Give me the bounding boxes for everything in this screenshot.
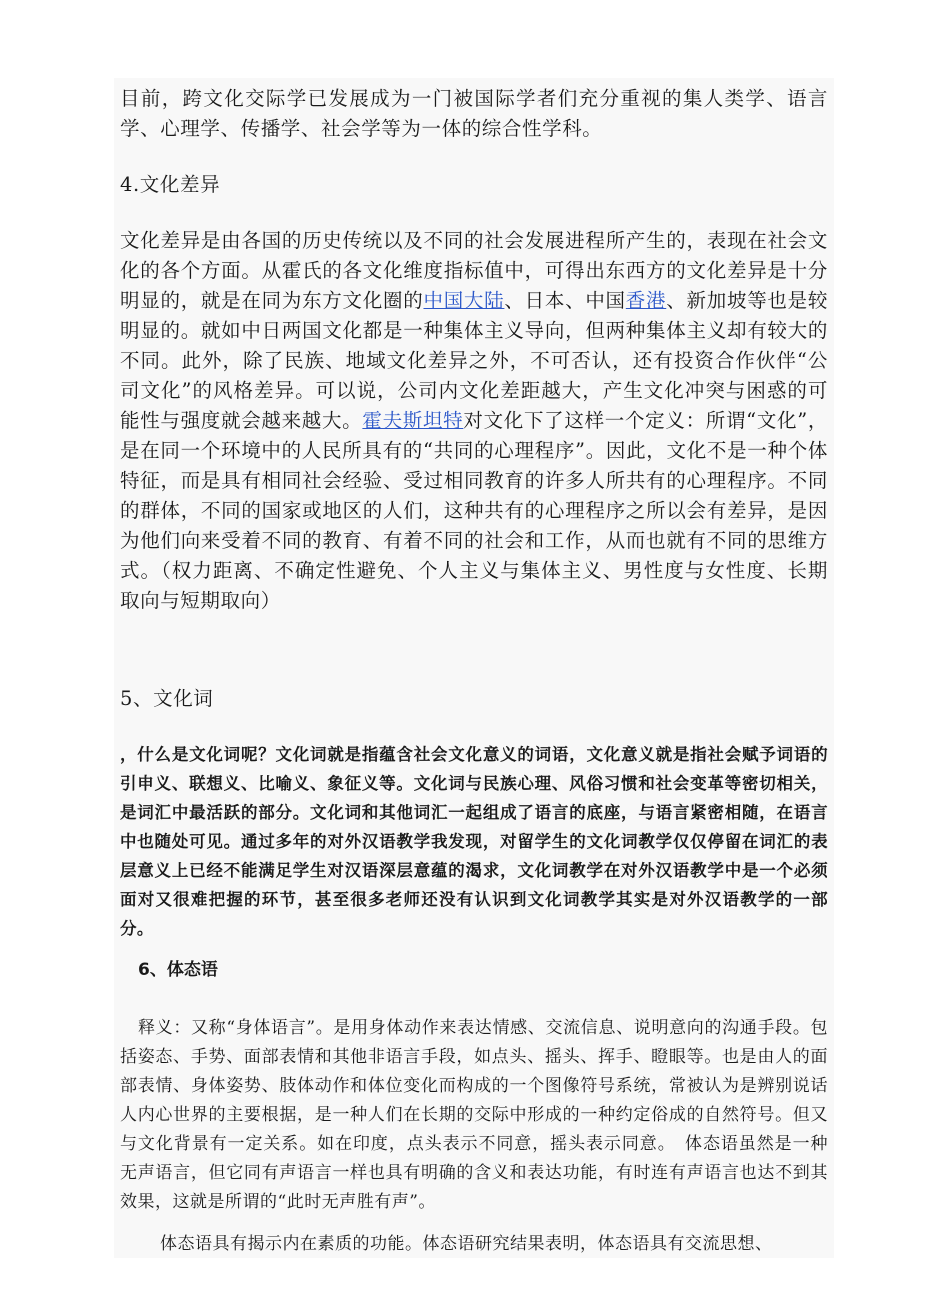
link-hong-kong[interactable]: 香港 (625, 289, 667, 312)
section-5-heading: 5、文化词 (120, 687, 214, 710)
para-4-text-4: 对文化下了这样一个定义：所谓“文化”，是在同一个环境中的人民所具有的“共同的心理程序”。因此，文化不是一种个体特征，而是具有相同社会经验、受过相同教育的许多人所共有的心理程序。不同的群体，不同的国家或地区的人们，这种共有的心理程序之所以会有差异，是因为他们向来受着不同的教育、有着不同的社会和工作，从而也就有不同的思维方式。（权力距离、不确定性避免、个人主义与集体主义、男性度与女性度、长期取向与短期取向） (120, 409, 828, 612)
section-5-paragraph: ，什么是文化词呢？文化词就是指蕴含社会文化意义的词语，文化意义就是指社会赋予词语的引申义、联想义、比喻义、象征义等。文化词与民族心理、风俗习惯和社会变革等密切相关，是词汇中最活跃的部分。文化词和其他词汇一起组成了语言的底座，与语言紧密相随，在语言中也随处可见。通过多年的对外汉语教学我发现，对留学生的文化词教学仅仅停留在词汇的表层意义上已经不能满足学生对汉语深层意蕴的渴求，文化词教学在对外汉语教学中是一个必须面对又很难把握的环节，甚至很多老师还没有认识到文化词教学其实是对外汉语教学的一部分。 (120, 745, 828, 938)
intro-paragraph-block (120, 84, 828, 144)
intro-paragraph: 目前，跨文化交际学已发展成为一门被国际学者们充分重视的集人类学、语言学、心理学、传播学、社会学等为一体的综合性学科。 (120, 87, 828, 140)
section-6-heading-block (138, 956, 828, 984)
para-4-text-1: 文化差异是由各国的历史传统以及不同的社会发展进程所产生的，表现在社会文化的各个方面。从霍氏的各文化维度指标值中，可得出东西方的文化差异是十分明显的，就是在同为东方文化圈的 (120, 229, 828, 312)
section-4-heading: 4.文化差异 (120, 173, 221, 196)
section-6-heading: 6、体态语 (138, 960, 218, 980)
section-4-heading-block (120, 170, 828, 200)
para-4-text-3: 、新加坡等也是较明显的。就如中日两国文化都是一种集体主义导向，但两种集体主义却有较大的不同。此外，除了民族、地域文化差异之外，不可否认，还有投资合作伙伴“公司文化”的风格差异。可以说，公司内文化差距越大，产生文化冲突与困惑的可能性与强度就会越来越大。 (120, 289, 828, 432)
section-5-paragraph-block (120, 740, 828, 943)
section-4-paragraph (120, 226, 828, 616)
link-hofstede[interactable]: 霍夫斯坦特 (362, 409, 464, 432)
para-4-text-2: 、日本、中国 (504, 289, 626, 312)
section-6-paragraph-2-block (120, 1230, 828, 1259)
section-5-heading-block (120, 684, 828, 714)
section-6-paragraph-block (120, 1014, 828, 1217)
section-6-paragraph-1: 释义：又称“身体语言”。是用身体动作来表达情感、交流信息、说明意向的沟通手段。包括姿态、手势、面部表情和其他非语言手段，如点头、摇头、挥手、瞪眼等。也是由人的面部表情、身体姿势、肢体动作和体位变化而构成的一个图像符号系统，常被认为是辨别说话人内心世界的主要根据，是一种人们在长期的交际中形成的一种约定俗成的自然符号。但又与文化背景有一定关系。如在印度，点头表示不同意，摇头表示同意。 体态语虽然是一种无声语言，但它同有声语言一样也具有明确的含义和表达功能，有时连有声语言也达不到其效果，这就是所谓的“此时无声胜有声”。 (120, 1018, 828, 1212)
section-4-paragraph-block (120, 226, 828, 616)
section-6-paragraph-2: 体态语具有揭示内在素质的功能。体态语研究结果表明，体态语具有交流思想、 (160, 1234, 773, 1254)
link-china-mainland[interactable]: 中国大陆 (423, 289, 505, 312)
